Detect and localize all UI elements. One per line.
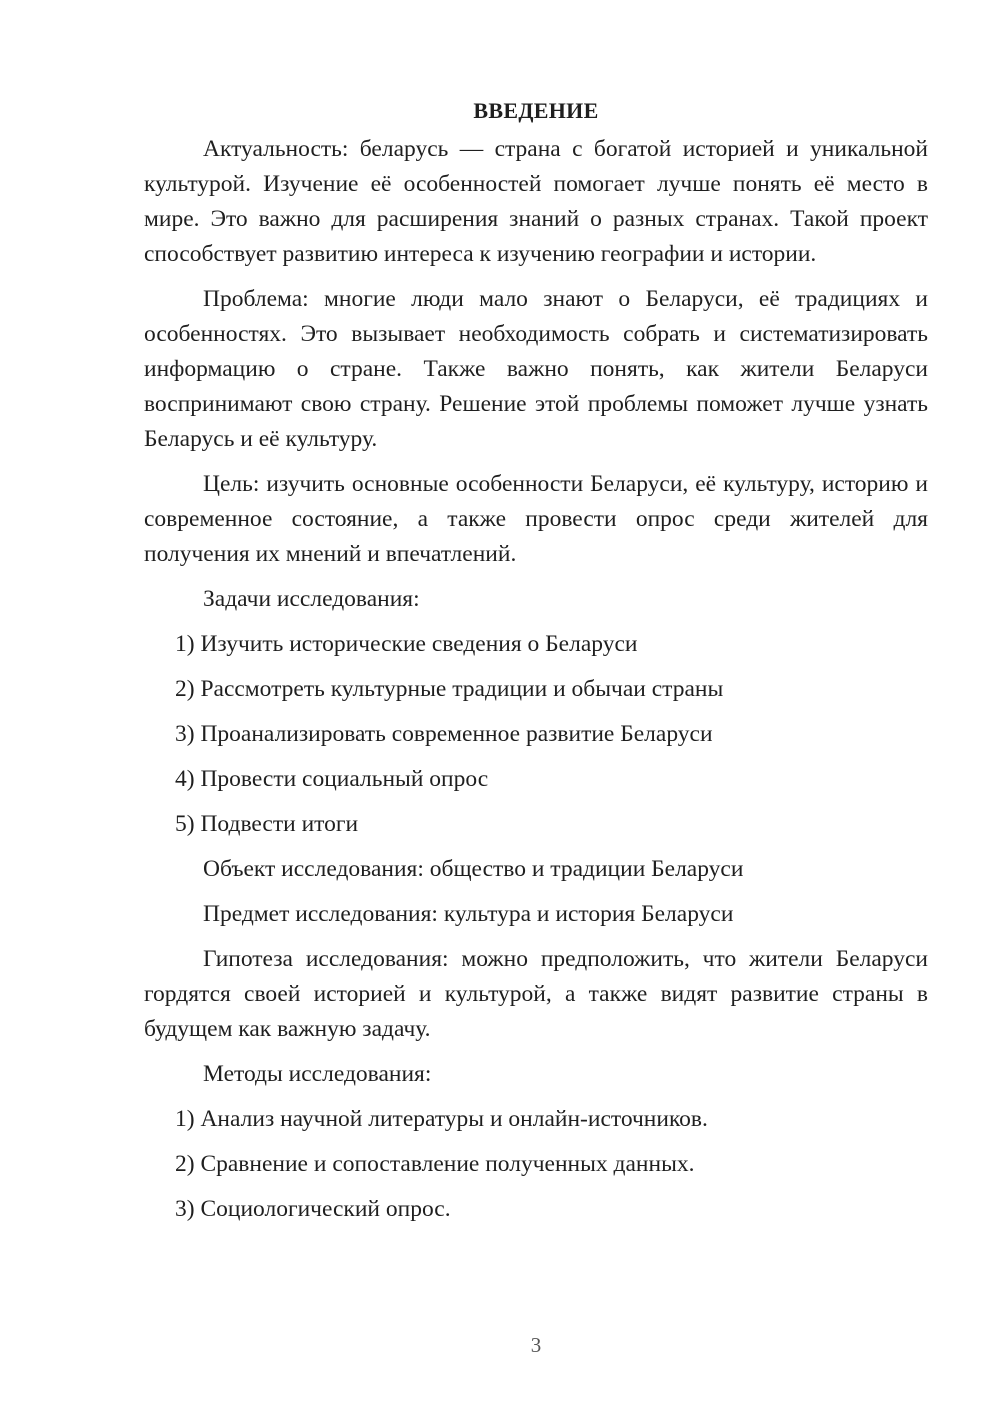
relevance-paragraph: Актуальность: беларусь — страна с богатой историей и уникальной культурой. Изучение её особенностей помогает лучше понять её место в мире. Это важно для расширения знаний о разных странах. Такой проект способствует развитию интереса к изучению географии и истории. xyxy=(144,136,928,267)
page-number: 3 xyxy=(530,1333,542,1357)
page-content xyxy=(144,93,928,1237)
task-item: 3) Проанализировать современное развитие Беларуси xyxy=(175,721,713,747)
hypothesis-paragraph: Гипотеза исследования: можно предположить, что жители Беларуси гордятся своей историей и культурой, а также видят развитие страны в будущем как важную задачу. xyxy=(144,946,928,1042)
task-item: 5) Подвести итоги xyxy=(175,811,359,837)
task-item: 4) Провести социальный опрос xyxy=(175,766,489,792)
goal-paragraph: Цель: изучить основные особенности Беларуси, её культуру, историю и современное состояние, а также провести опрос среди жителей для получения их мнений и впечатлений. xyxy=(144,471,928,567)
method-item: 2) Сравнение и сопоставление полученных данных. xyxy=(175,1151,695,1177)
task-item: 1) Изучить исторические сведения о Беларуси xyxy=(175,631,638,657)
method-item: 3) Социологический опрос. xyxy=(175,1196,451,1222)
tasks-heading: Задачи исследования: xyxy=(203,586,420,612)
page-title: ВВЕДЕНИЕ xyxy=(473,98,599,123)
problem-paragraph: Проблема: многие люди мало знают о Беларуси, её традициях и особенностях. Это вызывает необходимость собрать и систематизировать информацию о стране. Также важно понять, как жители Беларуси воспринимают свою страну. Решение этой проблемы поможет лучше узнать Беларусь и её культуру. xyxy=(144,286,928,452)
method-item: 1) Анализ научной литературы и онлайн-источников. xyxy=(175,1106,708,1132)
methods-heading: Методы исследования: xyxy=(203,1061,432,1087)
object-line: Объект исследования: общество и традиции Беларуси xyxy=(203,856,744,882)
task-item: 2) Рассмотреть культурные традиции и обычаи страны xyxy=(175,676,724,702)
subject-line: Предмет исследования: культура и история Беларуси xyxy=(203,901,734,927)
